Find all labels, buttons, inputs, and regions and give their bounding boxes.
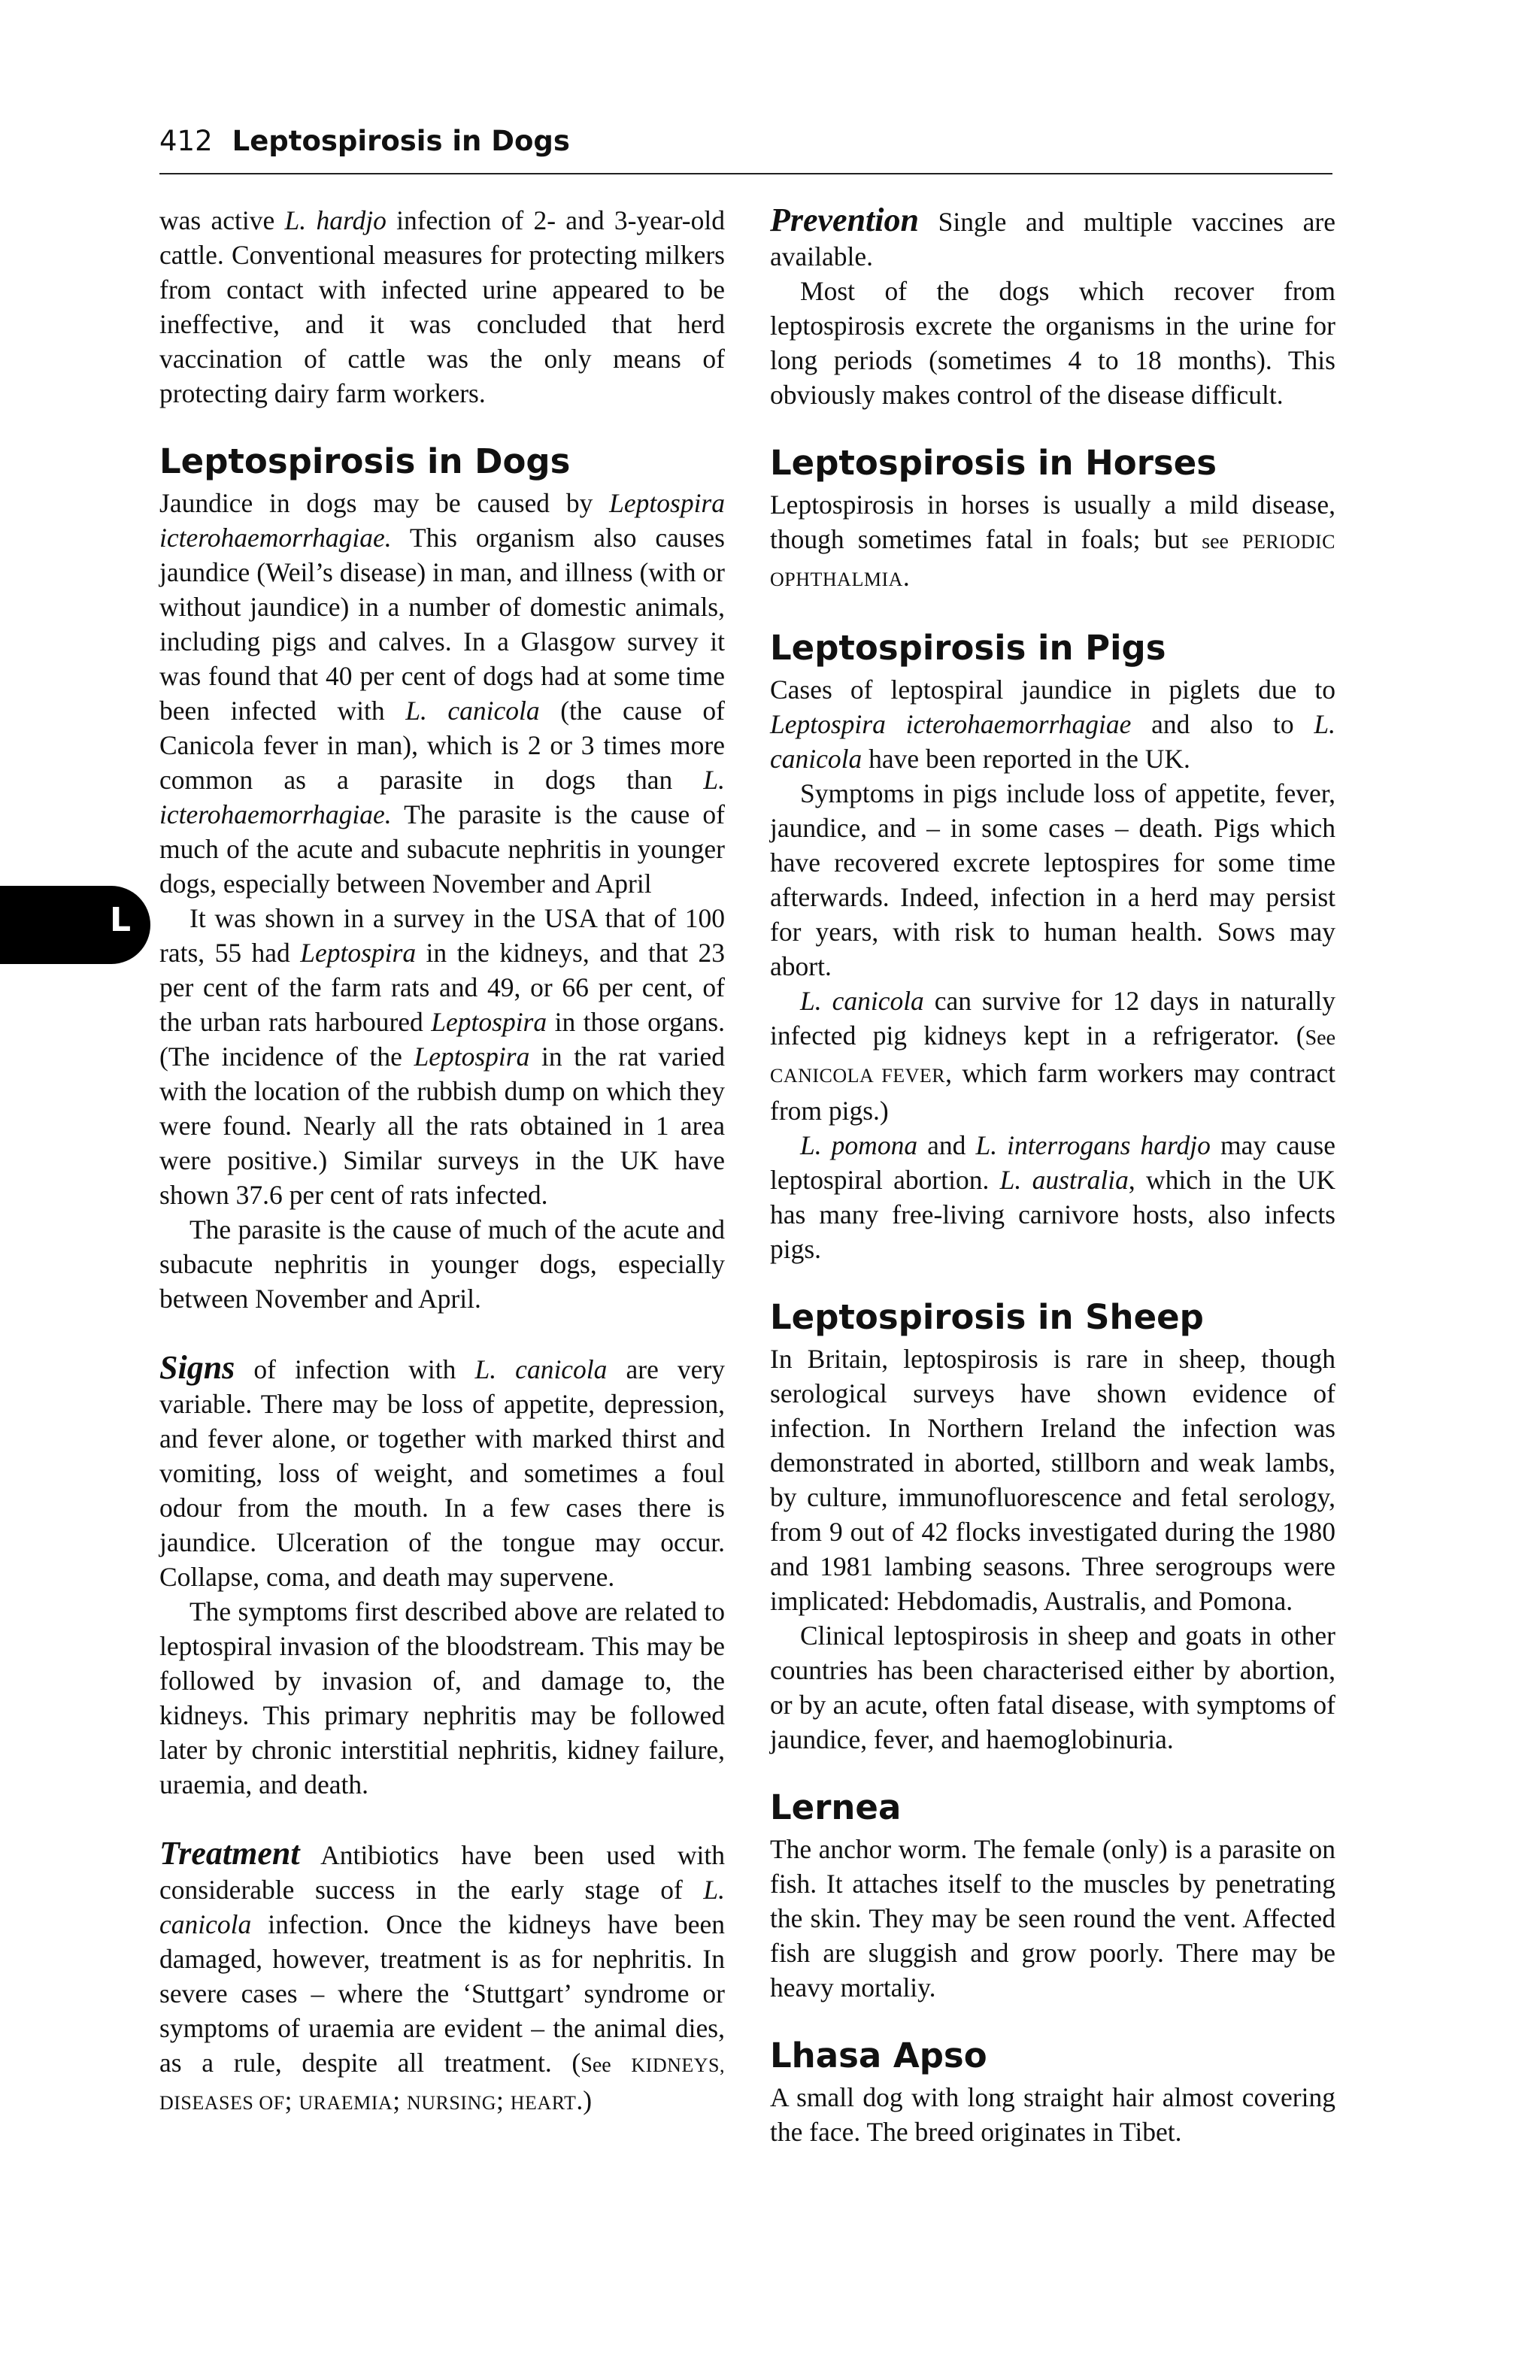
paragraph-treatment: Treatment Antibiotics have been used with considerable success in the early stage of L. canicola infection. Once the kidneys have been damaged, however, treatment is as for nephritis. In severe cases – where the ‘Stuttgart’ syndrome or symptoms of uraemia are evident – the animal dies, as a rule, despite all treatment. (See KIDNEYS, DISEASES OF; URAEMIA; NURSING; HEART.): [159, 1835, 725, 2115]
paragraph-pigs-symptoms: Symptoms in pigs include loss of appetite, fever, jaundice, and – in some cases – death. Pigs which have recovered excrete leptospires for some time afterwards. Indeed, infection in a herd may persist for years, with risk to human health. Sows may abort.: [770, 778, 1335, 981]
paragraph-pigs-cases: Cases of leptospiral jaundice in piglets due to Leptospira icterohaemorrhagiae and also to L. canicola have been reported in the UK.: [770, 675, 1335, 774]
runin-signs: Signs: [159, 1349, 235, 1386]
paragraph-cattle-continued: was active L. hardjo infection of 2- and 3-year-old cattle. Conventional measures for protecting milkers from contact with infected urine appeared to be ineffective, and it was concluded that herd vaccination of cattle was the only means of protecting dairy farm workers.: [159, 205, 725, 408]
paragraph-sheep-clinical: Clinical leptospirosis in sheep and goats in other countries has been characterised either by abortion, or by an acute, often fatal disease, with symptoms of jaundice, fever, and haemoglobinuria.: [770, 1621, 1335, 1754]
paragraph-lhasa-apso: A small dog with long straight hair almost covering the face. The breed originates in Tibet.: [770, 2082, 1335, 2147]
heading-leptospirosis-dogs: Leptospirosis in Dogs: [159, 441, 571, 481]
left-column: [159, 203, 725, 2121]
paragraph-horses: Leptospirosis in horses is usually a mild disease, though sometimes fatal in foals; but see PERIODIC OPHTHALMIA.: [770, 490, 1335, 592]
paragraph-signs: Signs of infection with L. canicola are very variable. There may be loss of appetite, depression, and fever alone, or together with marked thirst and vomiting, loss of weight, and sometimes a foul odour from the mouth. In a few cases there is jaundice. Ulceration of the tongue may occur. Collapse, coma, and death may supervene.: [159, 1349, 726, 1592]
heading-leptospirosis-sheep: Leptospirosis in Sheep: [770, 1297, 1204, 1337]
xref-periodic-ophthalmia: PERIODIC OPHTHALMIA: [770, 531, 1335, 590]
xref-nursing: NURSING: [406, 2092, 497, 2114]
paragraph-pigs-abortion: L. pomona and L. interrogans hardjo may cause leptospiral abortion. L. australia, which in the UK has many free-living carnivore hosts, also infects pigs.: [770, 1130, 1335, 1264]
paragraph-lernea: The anchor worm. The female (only) is a parasite on fish. It attaches itself to the muscles by penetrating the skin. They may be seen round the vent. Affected fish are sluggish and grow poorly. There may be heavy mortaliy.: [770, 1834, 1335, 2003]
page-number: 412: [159, 125, 213, 157]
running-head: [159, 125, 1332, 157]
paragraph-nephritis: The parasite is the cause of much of the acute and subacute nephritis in younger dogs, especially between November and April.: [159, 1214, 725, 1314]
paragraph-recovery: Most of the dogs which recover from leptospirosis excrete the organisms in the urine for long periods (sometimes 4 to 18 months). This obviously makes control of the disease difficult.: [770, 276, 1335, 410]
paragraph-rats-survey: It was shown in a survey in the USA that of 100 rats, 55 had Leptospira in the kidneys, and that 23 per cent of the farm rats and 49, or 66 per cent, of the urban rats harboured Leptospira in those organs. (The incidence of the Leptospira in the rat varied with the location of the rubbish dump on which they were found. Nearly all the rats obtained in 1 area were positive.) Similar surveys in the UK have shown 37.6 per cent of rats infected.: [159, 903, 725, 1210]
xref-heart: HEART: [510, 2092, 577, 2114]
runin-treatment: Treatment: [159, 1835, 300, 1872]
paragraph-symptoms: The symptoms first described above are related to leptospiral invasion of the bloodstream. This may be followed by invasion of, and damage to, the kidneys. This primary nephritis may be followed later by chronic interstitial nephritis, kidney failure, uraemia, and death.: [159, 1596, 725, 1799]
paragraph-dogs-jaundice: Jaundice in dogs may be caused by Leptospira icterohaemorrhagiae. This organism also causes jaundice (Weil’s disease) in man, and illness (with or without jaundice) in a number of domestic animals, including pigs and calves. In a Glasgow survey it was found that 40 per cent of dogs had at some time been infected with L. canicola (the cause of Canicola fever in man), which is 2 or 3 times more common as a parasite in dogs than L. icterohaemorrhagiae. The parasite is the cause of much of the acute and subacute nephritis in younger dogs, especially between November and April: [159, 488, 726, 899]
heading-lernea: Lernea: [770, 1787, 902, 1827]
heading-leptospirosis-horses: Leptospirosis in Horses: [770, 443, 1217, 483]
paragraph-prevention: Prevention Single and multiple vaccines are available.: [770, 202, 1335, 271]
runin-prevention: Prevention: [770, 202, 919, 238]
running-title: Leptospirosis in Dogs: [232, 125, 570, 157]
heading-leptospirosis-pigs: Leptospirosis in Pigs: [770, 628, 1166, 668]
right-column: [770, 203, 1335, 2149]
thumb-index-letter: L: [109, 901, 131, 939]
thumb-index-tab: [0, 886, 150, 964]
xref-canicola-fever: CANICOLA FEVER: [770, 1065, 946, 1087]
paragraph-sheep-britain: In Britain, leptospirosis is rare in sheep, though serological surveys have shown evidence of infection. In Northern Ireland the infection was demonstrated in aborted, stillborn and weak lambs, by culture, immunofluorescence and fetal serology, from 9 out of 42 flocks investigated during the 1980 and 1981 lambing seasons. Three serogroups were implicated: Hebdomadis, Australis, and Pomona.: [770, 1344, 1335, 1616]
heading-lhasa-apso: Lhasa Apso: [770, 2036, 987, 2075]
xref-kidneys: KIDNEYS, DISEASES OF: [159, 2054, 725, 2114]
xref-uraemia: URAEMIA: [299, 2092, 393, 2114]
header-rule: [159, 173, 1332, 174]
paragraph-pigs-kidneys: L. canicola can survive for 12 days in naturally infected pig kidneys kept in a refrigerator. (See CANICOLA FEVER, which farm workers may contract from pigs.): [770, 986, 1335, 1126]
